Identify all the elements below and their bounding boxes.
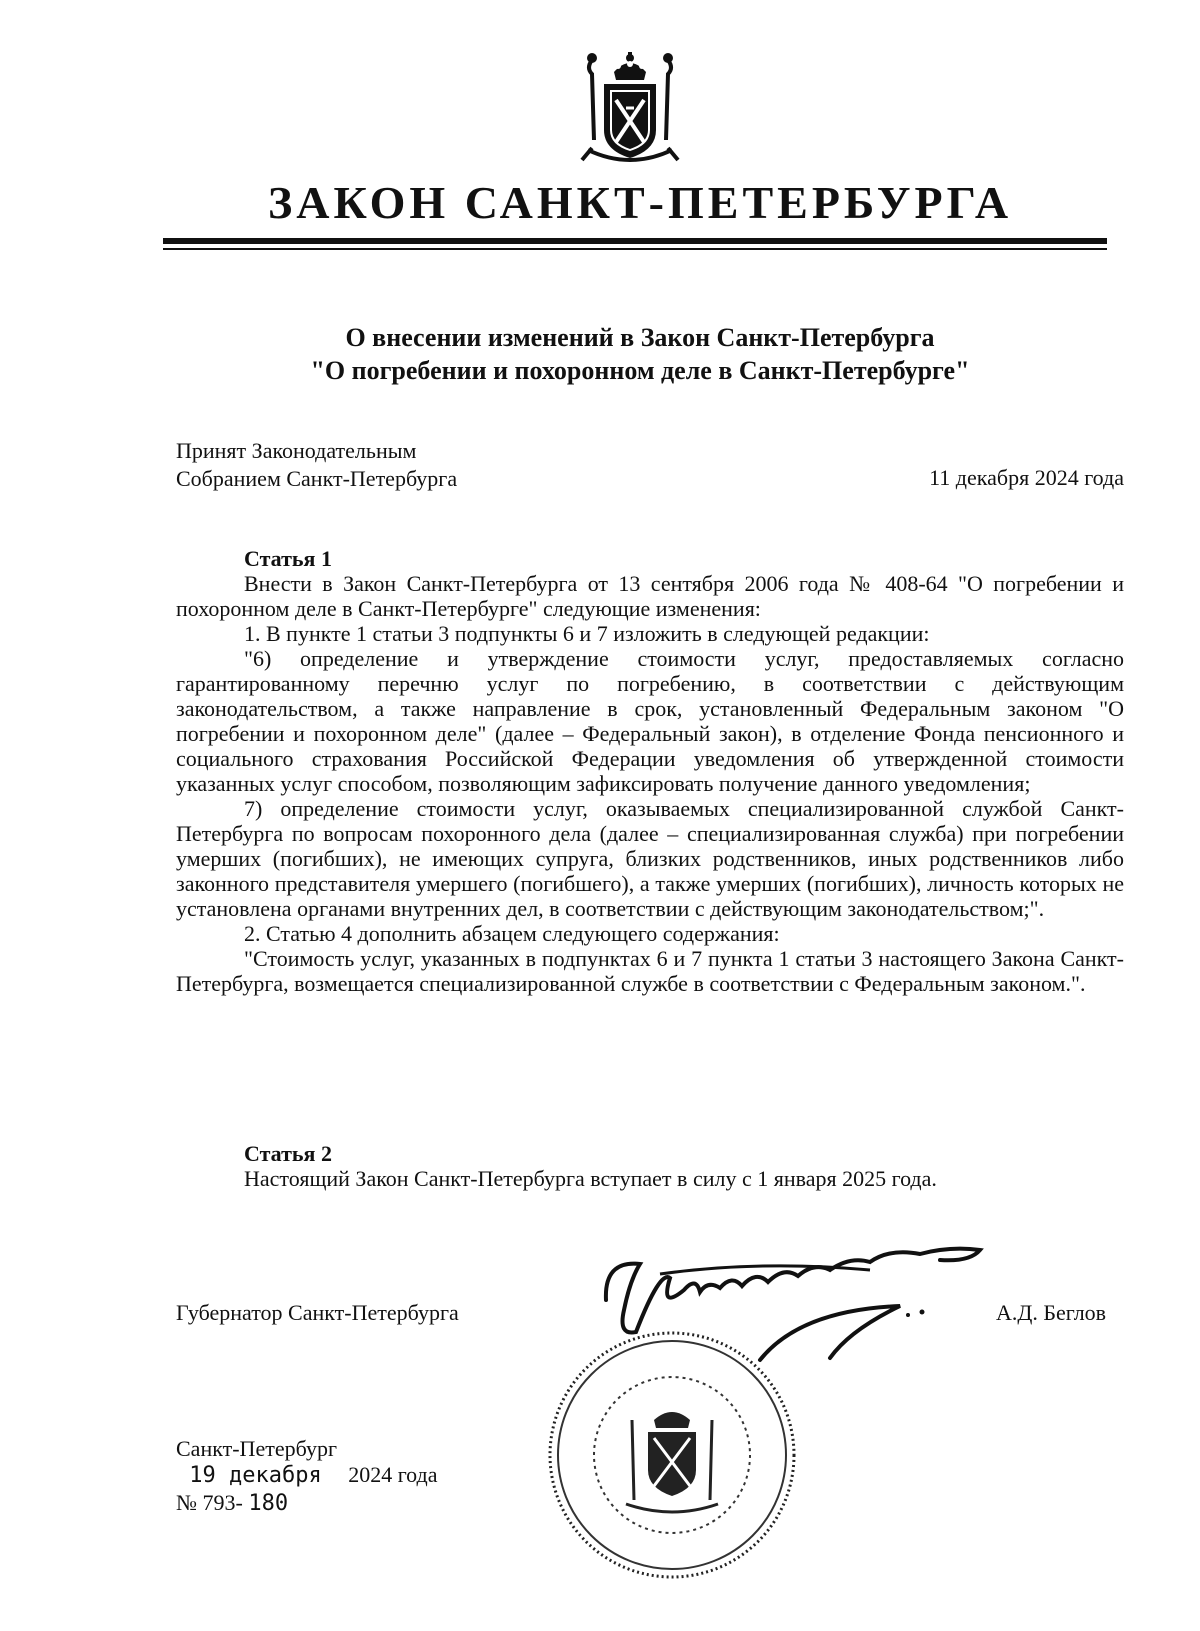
official-seal (542, 1320, 802, 1590)
law-number (176, 1490, 288, 1516)
stamped-day-month: 19 декабря (189, 1463, 322, 1488)
adoption-date: 11 декабря 2024 года (929, 465, 1124, 490)
article-1-item-2: 2. Статью 4 дополнить абзацем следующего содержания: (244, 921, 780, 946)
adoption-line-2: Собранием Санкт-Петербурга (176, 466, 458, 491)
article-2-text: Настоящий Закон Санкт-Петербурга вступает в силу с 1 января 2025 года. (244, 1166, 937, 1191)
article-1-subitem-6: "6) определение и утверждение стоимости услуг, предоставляемых согласно гарантированному перечню услуг по погребению, в соответствии с действующим законодательством, а также направление в срок, установленный Федеральным законом "О погребении и похоронном деле" (далее – Федеральный закон), в отделение Фонда пенсионного и социального страхования Российской Федерации уведомления об утвержденной стоимости указанных услуг способом, позволяющим зафиксировать получение данного уведомления; (176, 646, 1124, 796)
adoption-line-1: Принят Законодательным (176, 438, 417, 463)
article-1-heading: Статья 1 (244, 546, 332, 571)
adoption-block (176, 437, 457, 493)
article-1-subitem-7: 7) определение стоимости услуг, оказываемых специализированной службой Санкт-Петербурга по вопросам похоронного дела (далее – специализированная служба) при погребении умерших (погибших), не имеющих супруга, близких родственников, иных родственников либо законного представителя умершего (погибшего), а также умерших (погибших), личность которых не установлена органами внутренних дел, в соответствии с действующим законодательством;". (176, 796, 1124, 921)
article-1-item-2-text: "Стоимость услуг, указанных в подпунктах 6 и 7 пункта 1 статьи 3 настоящего Закона Санкт-Петербурга, возмещается специализированной службе в соответствии с Федеральным законом.". (176, 946, 1124, 996)
signature-dot (906, 1313, 910, 1317)
signing-place: Санкт-Петербург (176, 1436, 337, 1461)
header-rule-thick (163, 238, 1107, 244)
signatory-position: Губернатор Санкт-Петербурга (176, 1300, 459, 1325)
article-2 (176, 1141, 1124, 1191)
coat-of-arms-emblem (578, 50, 682, 170)
article-1-item-1: 1. В пункте 1 статьи 3 подпункты 6 и 7 изложить в следующей редакции: (244, 621, 930, 646)
signatory-name: А.Д. Беглов (996, 1300, 1107, 1325)
law-header-title: ЗАКОН САНКТ-ПЕТЕРБУРГА (267, 177, 1013, 228)
header-rule-thin (163, 248, 1107, 250)
law-number-prefix: № 793- (176, 1490, 243, 1515)
signing-date (176, 1462, 438, 1488)
article-1 (176, 546, 1124, 996)
document-title-line-1: О внесении изменений в Закон Санкт-Петербурга (345, 323, 935, 352)
article-2-heading: Статья 2 (244, 1141, 332, 1166)
signing-year: 2024 года (348, 1462, 438, 1487)
article-1-intro: Внести в Закон Санкт-Петербурга от 13 сентября 2006 года № 408-64 "О погребении и похоронном деле в Санкт-Петербурге" следующие изменения: (176, 571, 1124, 621)
document-title-line-2: "О погребении и похоронном деле в Санкт-Петербурге" (310, 356, 970, 385)
law-number-stamped: 180 (248, 1491, 289, 1516)
